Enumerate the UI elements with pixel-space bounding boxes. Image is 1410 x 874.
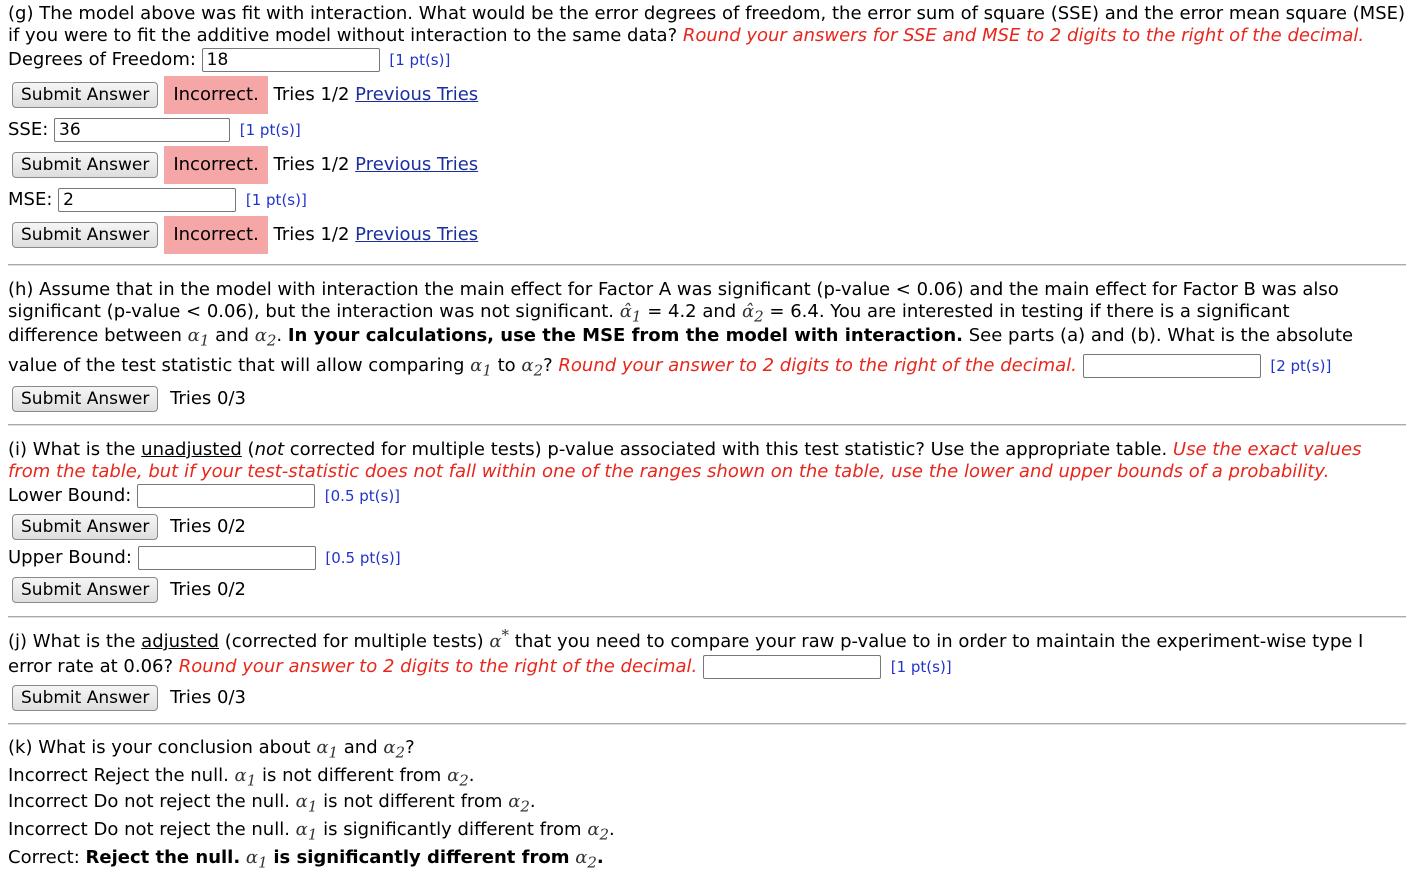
part-j-text-2: (corrected for multiple tests)	[224, 631, 484, 652]
option-text: Do not reject the null.	[93, 819, 290, 840]
mse-input[interactable]: 2	[58, 188, 236, 212]
alpha-2-hat-symbol: $\alphâ_2$	[741, 301, 764, 326]
dof-row	[8, 48, 450, 72]
divider	[8, 424, 1406, 426]
part-h-line-3: difference between $\alpha_1$ and $\alpha_2$. In your calculations, use the MSE from the model with interaction. See parts (a) and (b). What is the absolute	[8, 325, 1354, 350]
divider	[8, 616, 1406, 618]
part-j-instruction: Round your answer to 2 digits to the right of the decimal.	[178, 656, 698, 677]
part-i-instruction-2: the table, but if your test-statistic does not fall within one of the ranges shown on the table, use the lower and upper bounds of a probability.	[56, 461, 1330, 482]
conclusion-option: Incorrect Do not reject the null. $\alpha_1$ is significantly different from $\alpha_2$.	[8, 819, 615, 844]
part-h-text-1: (h) Assume that in the model with interaction the main effect for Factor A was significant (p-value < 0.06) and the main effect for Factor B was also	[8, 279, 1339, 300]
dof-previous-tries-link[interactable]: Previous Tries	[355, 84, 479, 105]
alpha-1-symbol: $\alpha_1$	[470, 355, 492, 380]
option-text: Reject the null.	[93, 765, 229, 786]
part-j-line-2	[8, 655, 952, 679]
part-h-and: and	[215, 325, 249, 346]
alpha-2-symbol: $\alpha_2$	[575, 847, 597, 872]
part-k-question	[8, 737, 415, 762]
lower-bound-row	[8, 484, 400, 508]
part-h-to: to	[497, 355, 516, 376]
part-i-instruction-1: Use the exact values from	[8, 439, 1362, 482]
option-text: is significantly different from	[273, 847, 570, 868]
part-g-question	[8, 3, 1406, 47]
lower-bound-points: [0.5 pt(s)]	[324, 487, 401, 505]
conclusion-option-correct: Correct: Reject the null. $\alpha_1$ is significantly different from $\alpha_2$.	[8, 847, 604, 872]
mse-row	[8, 188, 307, 212]
sse-previous-tries-link[interactable]: Previous Tries	[355, 154, 479, 175]
divider	[8, 264, 1406, 266]
mse-submit-row	[8, 216, 478, 254]
part-k-text: (k) What is your conclusion about	[8, 737, 311, 758]
alpha-1-hat-symbol: $\alphâ_1$	[619, 301, 642, 326]
test-statistic-tries: Tries 0/3	[170, 388, 246, 409]
lower-bound-tries: Tries 0/2	[170, 516, 246, 537]
upper-bound-submit-button[interactable]: Submit Answer	[12, 577, 158, 603]
part-j-text-3: that you need to compare your raw p-value to in order to maintain the experiment-wise type I	[514, 631, 1364, 652]
sse-row	[8, 118, 301, 142]
conclusion-option: Incorrect Reject the null. $\alpha_1$ is not different from $\alpha_2$.	[8, 765, 475, 790]
dof-submit-row	[8, 76, 478, 114]
divider	[8, 723, 1406, 725]
dof-status-badge: Incorrect.	[164, 76, 267, 114]
upper-bound-label: Upper Bound:	[8, 547, 132, 568]
part-h-bold-instruction: In your calculations, use the MSE from the model with interaction.	[287, 325, 963, 346]
option-result: Incorrect	[8, 765, 88, 786]
alpha-2-hat-value: = 6.4. You are interested in testing if there is a significant	[769, 301, 1290, 322]
part-h-text-5: value of the test statistic that will allow comparing	[8, 355, 465, 376]
alpha-star-symbol: α*	[489, 626, 510, 652]
upper-bound-points: [0.5 pt(s)]	[325, 549, 401, 567]
dof-points: [1 pt(s)]	[389, 51, 451, 69]
dof-input[interactable]: 18	[202, 48, 380, 72]
part-i-not: not	[254, 439, 285, 460]
part-j-text-1: (j) What is the	[8, 631, 136, 652]
sse-points: [1 pt(s)]	[239, 121, 301, 139]
adjusted-alpha-input[interactable]	[703, 655, 881, 679]
dof-submit-button[interactable]: Submit Answer	[12, 82, 158, 108]
part-h-text-4: See parts (a) and (b). What is the absolute	[968, 325, 1354, 346]
part-h-instruction: Round your answer to 2 digits to the right of the decimal.	[558, 355, 1077, 376]
mse-previous-tries-link[interactable]: Previous Tries	[355, 224, 479, 245]
option-result: Incorrect	[8, 791, 88, 812]
option-text: is not different from	[261, 765, 442, 786]
alpha-1-symbol: $\alpha_1$	[245, 847, 268, 872]
part-j-line-1	[8, 626, 1364, 653]
dof-label: Degrees of Freedom:	[8, 49, 196, 70]
alpha-2-symbol: $\alpha_2$	[383, 737, 406, 762]
alpha-1-symbol: $\alpha_1$	[295, 819, 318, 844]
sse-submit-button[interactable]: Submit Answer	[12, 152, 158, 178]
mse-submit-button[interactable]: Submit Answer	[12, 222, 158, 248]
part-j-adjusted: adjusted	[141, 631, 219, 652]
lower-bound-label: Lower Bound:	[8, 485, 132, 506]
alpha-1-symbol: $\alpha_1$	[316, 737, 339, 762]
alpha-1-symbol: $\alpha_1$	[187, 325, 210, 350]
adjusted-alpha-tries: Tries 0/3	[170, 687, 246, 708]
part-h-text-3: difference between	[8, 325, 182, 346]
option-text: Do not reject the null.	[93, 791, 290, 812]
upper-bound-input[interactable]	[138, 546, 316, 570]
part-i-unadjusted: unadjusted	[141, 439, 242, 460]
alpha-2-symbol: $\alpha_2$	[587, 819, 610, 844]
conclusion-option: Incorrect Do not reject the null. $\alpha_1$ is not different from $\alpha_2$.	[8, 791, 536, 816]
sse-input[interactable]: 36	[54, 118, 230, 142]
mse-status-badge: Incorrect.	[164, 216, 267, 254]
alpha-1-symbol: $\alpha_1$	[234, 765, 257, 790]
part-j-text-4: error rate at 0.06?	[8, 656, 174, 677]
alpha-2-symbol: $\alpha_2$	[447, 765, 469, 790]
lower-bound-submit-button[interactable]: Submit Answer	[12, 514, 158, 540]
upper-bound-submit-row	[8, 577, 246, 603]
part-h-submit-row	[8, 386, 246, 412]
option-result: Incorrect	[8, 819, 88, 840]
part-i-question	[8, 439, 1406, 483]
lower-bound-input[interactable]	[137, 484, 315, 508]
part-k-end: ?	[405, 737, 415, 758]
test-statistic-points: [2 pt(s)]	[1270, 357, 1332, 375]
alpha-2-symbol: $\alpha_2$	[254, 325, 277, 350]
part-h-text-2: significant (p-value < 0.06), but the interaction was not significant.	[8, 301, 615, 322]
part-i-text-1: (i) What is the	[8, 439, 136, 460]
part-h-line-2	[8, 301, 1290, 326]
upper-bound-tries: Tries 0/2	[170, 579, 246, 600]
part-k-and: and	[343, 737, 378, 758]
test-statistic-submit-button[interactable]: Submit Answer	[12, 386, 158, 412]
sse-label: SSE:	[8, 119, 49, 140]
sse-tries: Tries 1/2	[273, 154, 350, 175]
test-statistic-input[interactable]	[1083, 354, 1261, 378]
adjusted-alpha-submit-button[interactable]: Submit Answer	[12, 685, 158, 711]
upper-bound-row	[8, 546, 401, 570]
mse-tries: Tries 1/2	[273, 224, 350, 245]
option-result: Correct:	[8, 847, 80, 868]
mse-points: [1 pt(s)]	[245, 191, 307, 209]
alpha-1-hat-value: = 4.2 and	[647, 301, 737, 322]
option-text: is not different from	[323, 791, 503, 812]
part-g-text: (g) The model above was fit with interaction. What would be the error degrees of freedom, the error sum of square (SSE) and the error mean square (MSE) if you were to fit the additive model without interaction to the same data?	[8, 3, 1406, 46]
option-text: is significantly different from	[323, 819, 582, 840]
sse-status-badge: Incorrect.	[164, 146, 267, 184]
part-j-submit-row	[8, 685, 246, 711]
alpha-2-symbol: $\alpha_2$	[508, 791, 530, 816]
part-i-text-2: corrected for multiple tests) p-value associated with this test statistic? Use the appropriate table.	[289, 439, 1168, 460]
option-text: Reject the null.	[85, 847, 241, 868]
part-h-line-4: value of the test statistic that will allow comparing $\alpha_1$ to $\alpha_2$? Round your answer to 2 digits to the right of the decimal. [2 pt(s)]	[8, 355, 1332, 380]
lower-bound-submit-row	[8, 514, 246, 540]
alpha-1-symbol: $\alpha_1$	[295, 791, 318, 816]
adjusted-alpha-points: [1 pt(s)]	[890, 658, 952, 676]
alpha-2-symbol: $\alpha_2$	[521, 355, 544, 380]
mse-label: MSE:	[8, 189, 53, 210]
part-i-paren: (	[247, 439, 255, 460]
sse-submit-row	[8, 146, 478, 184]
part-h-line-1	[8, 279, 1339, 301]
part-g-instruction: Round your answers for SSE and MSE to 2 digits to the right of the decimal.	[682, 25, 1365, 46]
dof-tries: Tries 1/2	[273, 84, 350, 105]
